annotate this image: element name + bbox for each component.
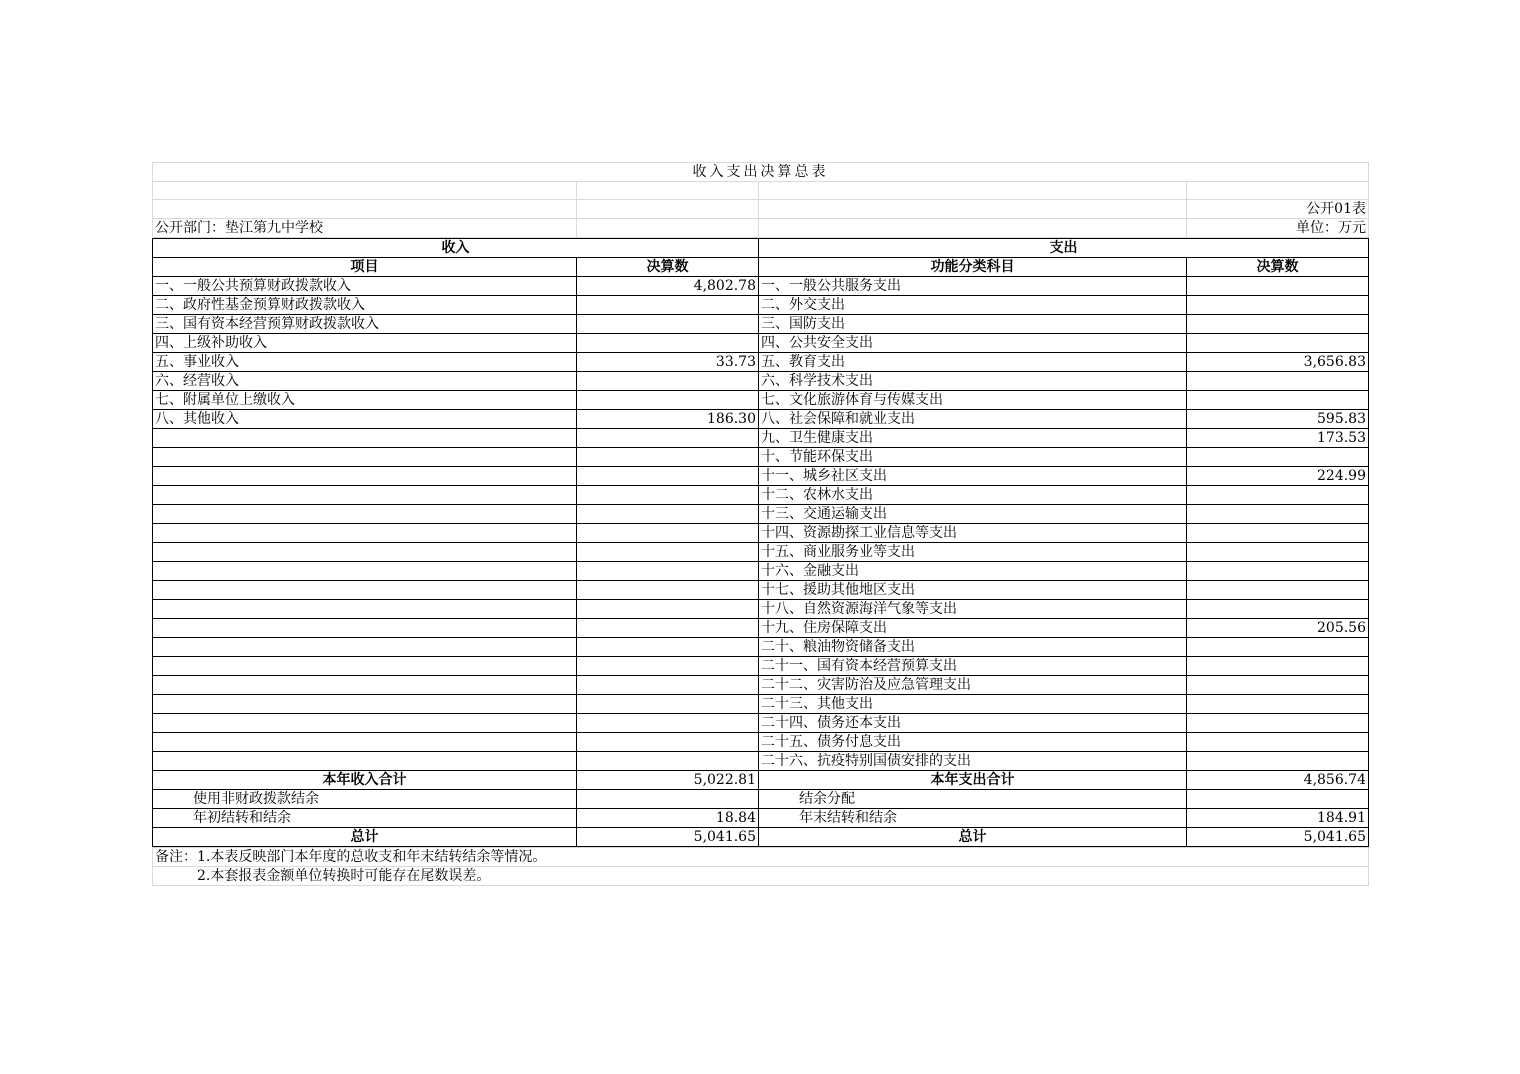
page-title: 收入支出决算总表: [153, 163, 1369, 182]
surplus-distribution-label: 结余分配: [759, 790, 1187, 809]
unit-label: 单位：万元: [1187, 219, 1369, 238]
income-item: [153, 448, 577, 467]
expense-amount: 173.53: [1187, 429, 1369, 448]
income-amount: [577, 714, 759, 733]
income-item: [153, 600, 577, 619]
table-row: [153, 676, 1369, 695]
form-number: 公开01表: [1187, 200, 1369, 219]
department-label: 公开部门：垫江第九中学校: [153, 219, 577, 238]
expense-item: 六、科学技术支出: [759, 372, 1187, 391]
income-amount: [577, 581, 759, 600]
income-amount: [577, 372, 759, 391]
income-amount: [577, 391, 759, 410]
expense-item: 四、公共安全支出: [759, 334, 1187, 353]
income-amount: [577, 505, 759, 524]
item-column-header: 项目: [153, 258, 577, 277]
income-amount: [577, 733, 759, 752]
expense-amount: [1187, 600, 1369, 619]
income-amount: 33.73: [577, 353, 759, 372]
income-item: [153, 714, 577, 733]
income-amount: [577, 334, 759, 353]
expense-item: 十二、农林水支出: [759, 486, 1187, 505]
expense-amount: [1187, 277, 1369, 296]
nonfiscal-value: [577, 790, 759, 809]
note-2: 2.本套报表金额单位转换时可能存在尾数误差。: [153, 867, 1369, 886]
expense-item: 十、节能环保支出: [759, 448, 1187, 467]
table-row: [153, 543, 1369, 562]
expense-amount: [1187, 657, 1369, 676]
begin-carryover-label: 年初结转和结余: [153, 809, 577, 828]
expense-item: 一、一般公共服务支出: [759, 277, 1187, 296]
amount-column-header: 决算数: [577, 258, 759, 277]
expense-amount: [1187, 296, 1369, 315]
table-row: [153, 505, 1369, 524]
table-row: [153, 657, 1369, 676]
expense-item: 七、文化旅游体育与传媒支出: [759, 391, 1187, 410]
table-row: [153, 391, 1369, 410]
income-item: 二、政府性基金预算财政拨款收入: [153, 296, 577, 315]
expense-item: 十六、金融支出: [759, 562, 1187, 581]
expense-amount: [1187, 372, 1369, 391]
expense-amount: [1187, 391, 1369, 410]
expense-header: 支出: [759, 239, 1369, 258]
expense-amount: [1187, 714, 1369, 733]
expense-amount: [1187, 581, 1369, 600]
income-item: [153, 638, 577, 657]
expense-amount: 205.56: [1187, 619, 1369, 638]
expense-item: 二十一、国有资本经营预算支出: [759, 657, 1187, 676]
expense-item: 十九、住房保障支出: [759, 619, 1187, 638]
expense-amount: [1187, 562, 1369, 581]
table-row: [153, 562, 1369, 581]
expense-amount: [1187, 638, 1369, 657]
income-item: [153, 733, 577, 752]
expense-item: 三、国防支出: [759, 315, 1187, 334]
expense-item: 九、卫生健康支出: [759, 429, 1187, 448]
expense-item: 二、外交支出: [759, 296, 1187, 315]
end-carryover-value: 184.91: [1187, 809, 1369, 828]
year-expense-label: 本年支出合计: [759, 771, 1187, 790]
table-row: [153, 315, 1369, 334]
table-body: [153, 277, 1369, 771]
income-item: [153, 619, 577, 638]
surplus-distribution-value: [1187, 790, 1369, 809]
income-item: 七、附属单位上缴收入: [153, 391, 577, 410]
income-amount: [577, 600, 759, 619]
table-row: [153, 410, 1369, 429]
income-amount: [577, 752, 759, 771]
table-row: [153, 695, 1369, 714]
income-item: 三、国有资本经营预算财政拨款收入: [153, 315, 577, 334]
table-row: [153, 448, 1369, 467]
income-amount: [577, 524, 759, 543]
expense-amount: [1187, 486, 1369, 505]
grand-total-expense-label: 总计: [759, 828, 1187, 847]
expense-item: 二十四、债务还本支出: [759, 714, 1187, 733]
table-row: [153, 524, 1369, 543]
expense-amount: [1187, 505, 1369, 524]
expense-item: 五、教育支出: [759, 353, 1187, 372]
expense-amount: [1187, 334, 1369, 353]
function-column-header: 功能分类科目: [759, 258, 1187, 277]
begin-carryover-value: 18.84: [577, 809, 759, 828]
table-row: [153, 277, 1369, 296]
expense-item: 八、社会保障和就业支出: [759, 410, 1187, 429]
end-carryover-label: 年末结转和结余: [759, 809, 1187, 828]
expense-amount: [1187, 315, 1369, 334]
year-expense-value: 4,856.74: [1187, 771, 1369, 790]
expense-item: 二十二、灾害防治及应急管理支出: [759, 676, 1187, 695]
table-row: [153, 467, 1369, 486]
income-item: [153, 581, 577, 600]
note-1: 备注：1.本表反映部门本年度的总收支和年末结转结余等情况。: [153, 848, 1369, 867]
table-row: [153, 714, 1369, 733]
income-amount: [577, 296, 759, 315]
income-item: 四、上级补助收入: [153, 334, 577, 353]
income-item: [153, 657, 577, 676]
income-amount: [577, 486, 759, 505]
expense-amount: [1187, 752, 1369, 771]
income-item: [153, 486, 577, 505]
income-item: [153, 752, 577, 771]
table-row: [153, 733, 1369, 752]
income-amount: [577, 315, 759, 334]
amount2-column-header: 决算数: [1187, 258, 1369, 277]
expense-item: 十三、交通运输支出: [759, 505, 1187, 524]
income-item: [153, 676, 577, 695]
expense-amount: [1187, 676, 1369, 695]
expense-item: 二十六、抗疫特别国债安排的支出: [759, 752, 1187, 771]
year-income-label: 本年收入合计: [153, 771, 577, 790]
expense-amount: 224.99: [1187, 467, 1369, 486]
table-row: [153, 429, 1369, 448]
income-item: 一、一般公共预算财政拨款收入: [153, 277, 577, 296]
nonfiscal-label: 使用非财政拨款结余: [153, 790, 577, 809]
table-row: [153, 353, 1369, 372]
table-row: [153, 600, 1369, 619]
expense-amount: 3,656.83: [1187, 353, 1369, 372]
table-row: [153, 581, 1369, 600]
grand-total-income-value: 5,041.65: [577, 828, 759, 847]
income-amount: [577, 657, 759, 676]
expense-amount: [1187, 543, 1369, 562]
income-amount: [577, 543, 759, 562]
expense-amount: 595.83: [1187, 410, 1369, 429]
grand-total-income-label: 总计: [153, 828, 577, 847]
income-amount: [577, 695, 759, 714]
expense-item: 十八、自然资源海洋气象等支出: [759, 600, 1187, 619]
expense-item: 十七、援助其他地区支出: [759, 581, 1187, 600]
table-row: [153, 372, 1369, 391]
expense-amount: [1187, 524, 1369, 543]
income-amount: 186.30: [577, 410, 759, 429]
expense-amount: [1187, 695, 1369, 714]
income-amount: [577, 619, 759, 638]
income-amount: [577, 562, 759, 581]
header-grid: [152, 162, 1369, 238]
income-amount: [577, 429, 759, 448]
expense-amount: [1187, 448, 1369, 467]
expense-item: 二十三、其他支出: [759, 695, 1187, 714]
income-item: [153, 505, 577, 524]
income-item: [153, 524, 577, 543]
expense-item: 十五、商业服务业等支出: [759, 543, 1187, 562]
income-item: [153, 562, 577, 581]
income-amount: [577, 448, 759, 467]
table-row: [153, 638, 1369, 657]
income-header: 收入: [153, 239, 759, 258]
income-expense-table: [152, 238, 1369, 847]
expense-item: 二十五、债务付息支出: [759, 733, 1187, 752]
year-income-value: 5,022.81: [577, 771, 759, 790]
income-amount: [577, 676, 759, 695]
table-row: [153, 752, 1369, 771]
income-amount: 4,802.78: [577, 277, 759, 296]
grand-total-expense-value: 5,041.65: [1187, 828, 1369, 847]
income-item: [153, 543, 577, 562]
income-item: [153, 429, 577, 448]
final-accounts-sheet: [152, 162, 1368, 886]
expense-item: 二十、粮油物资储备支出: [759, 638, 1187, 657]
income-item: 六、经营收入: [153, 372, 577, 391]
income-item: 五、事业收入: [153, 353, 577, 372]
expense-item: 十四、资源勘探工业信息等支出: [759, 524, 1187, 543]
income-item: [153, 467, 577, 486]
expense-amount: [1187, 733, 1369, 752]
income-item: 八、其他收入: [153, 410, 577, 429]
table-row: [153, 296, 1369, 315]
income-amount: [577, 467, 759, 486]
income-amount: [577, 638, 759, 657]
expense-item: 十一、城乡社区支出: [759, 467, 1187, 486]
table-row: [153, 486, 1369, 505]
table-row: [153, 619, 1369, 638]
income-item: [153, 695, 577, 714]
notes-table: [152, 847, 1369, 886]
table-row: [153, 334, 1369, 353]
